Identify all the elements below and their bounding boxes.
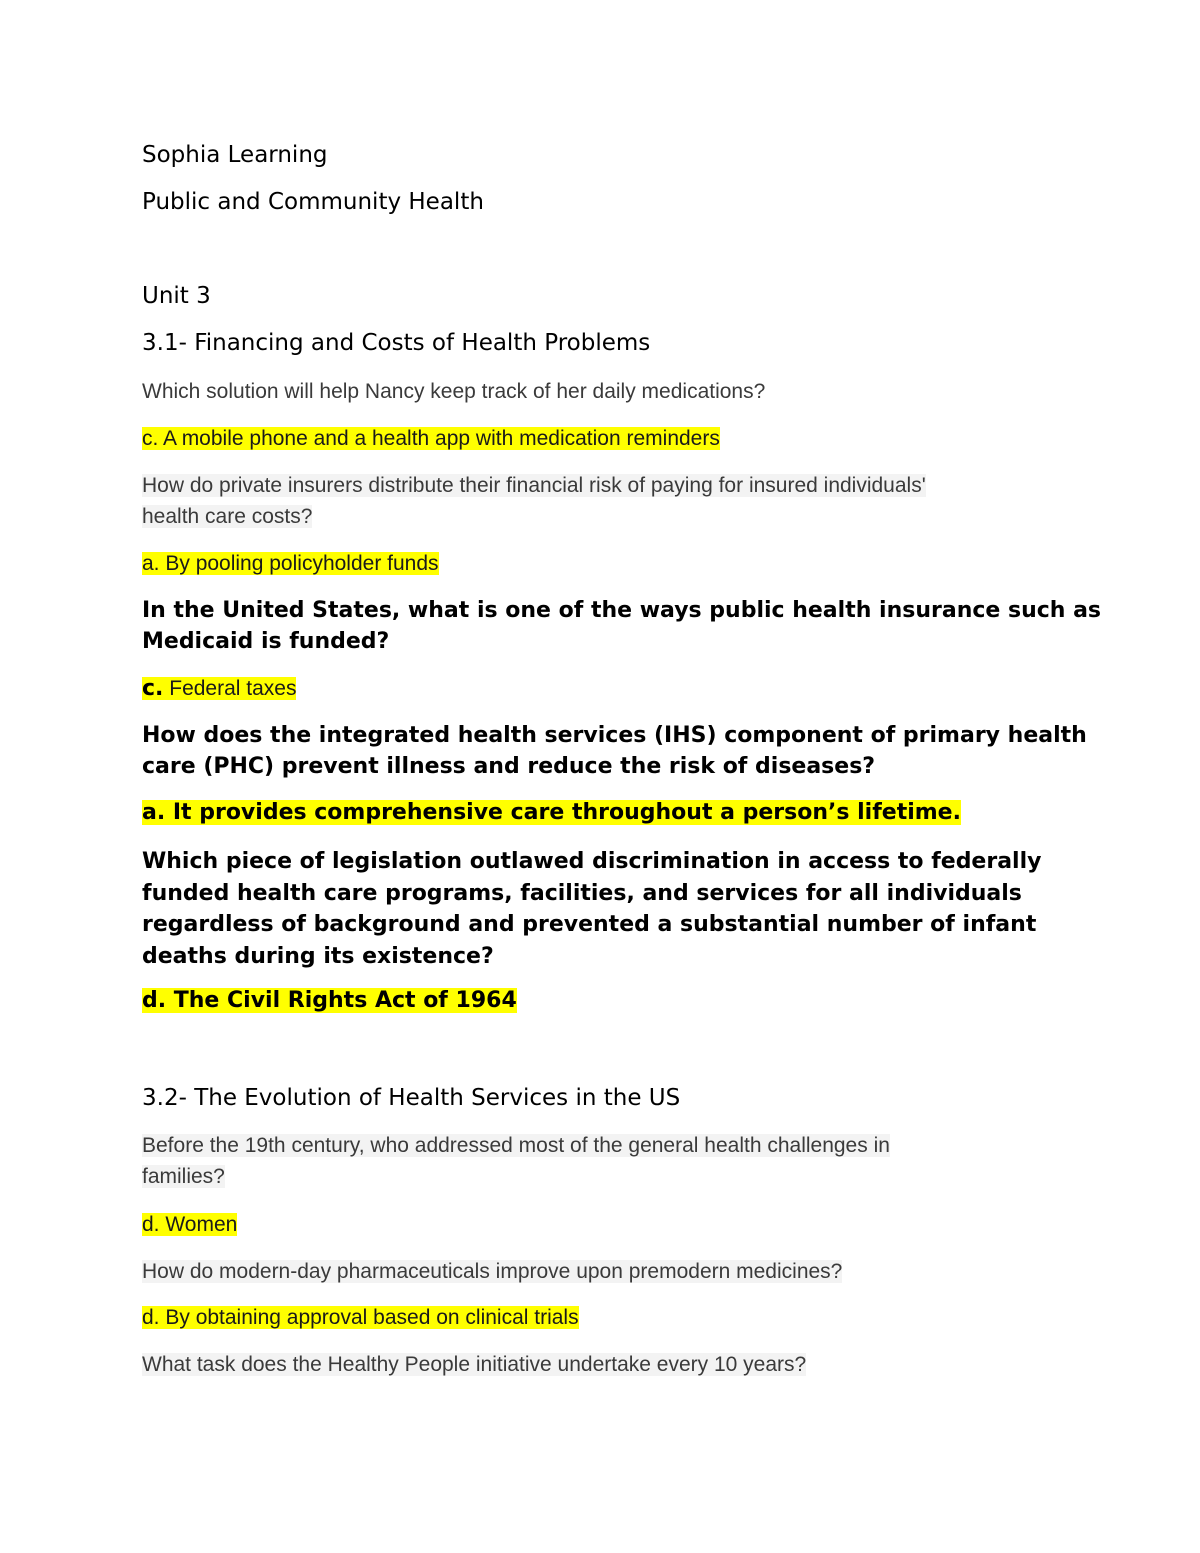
s2-q1-question-line1: Before the 19th century, who addressed most of the general health challenges in <box>142 1134 890 1157</box>
section-2-heading: 3.2- The Evolution of Health Services in the US <box>142 1085 681 1111</box>
s1-q3-answer: c. Federal taxes <box>142 676 297 701</box>
s1-q1-answer: c. A mobile phone and a health app with medication reminders <box>142 427 720 450</box>
section-1-heading: 3.1- Financing and Costs of Health Problems <box>142 330 651 356</box>
s1-q5-question-line2: funded health care programs, facilities, and services for all individuals <box>142 881 1022 906</box>
s1-q4-question-line1: How does the integrated health services (IHS) component of primary health <box>142 723 1087 748</box>
s1-q2-question-line2: health care costs? <box>142 505 313 528</box>
s2-q2-question: How do modern-day pharmaceuticals improve upon premodern medicines? <box>142 1260 843 1283</box>
s1-q4-answer: a. It provides comprehensive care throughout a person’s lifetime. <box>142 800 961 825</box>
org-title: Sophia Learning <box>142 142 328 168</box>
s1-q2-question-line1: How do private insurers distribute their financial risk of paying for insured individuals' <box>142 474 926 497</box>
course-title: Public and Community Health <box>142 189 484 215</box>
s1-q1-question: Which solution will help Nancy keep track of her daily medications? <box>142 380 766 403</box>
s1-q3-question-line2: Medicaid is funded? <box>142 629 390 654</box>
s1-q4-question-line2: care (PHC) prevent illness and reduce the risk of diseases? <box>142 754 876 779</box>
s2-q2-answer: d. By obtaining approval based on clinical trials <box>142 1306 579 1329</box>
unit-heading: Unit 3 <box>142 283 211 309</box>
s2-q3-question: What task does the Healthy People initiative undertake every 10 years? <box>142 1353 807 1376</box>
s1-q2-answer: a. By pooling policyholder funds <box>142 552 439 575</box>
s1-q5-question-line4: deaths during its existence? <box>142 944 494 969</box>
s1-q3-question-line1: In the United States, what is one of the ways public health insurance such as <box>142 598 1102 623</box>
s1-q5-question-line1: Which piece of legislation outlawed discrimination in access to federally <box>142 849 1042 874</box>
s1-q5-question-line3: regardless of background and prevented a substantial number of infant <box>142 912 1037 937</box>
s2-q1-answer: d. Women <box>142 1213 238 1236</box>
s2-q1-question-line2: families? <box>142 1165 225 1188</box>
s1-q5-answer: d. The Civil Rights Act of 1964 <box>142 988 517 1013</box>
